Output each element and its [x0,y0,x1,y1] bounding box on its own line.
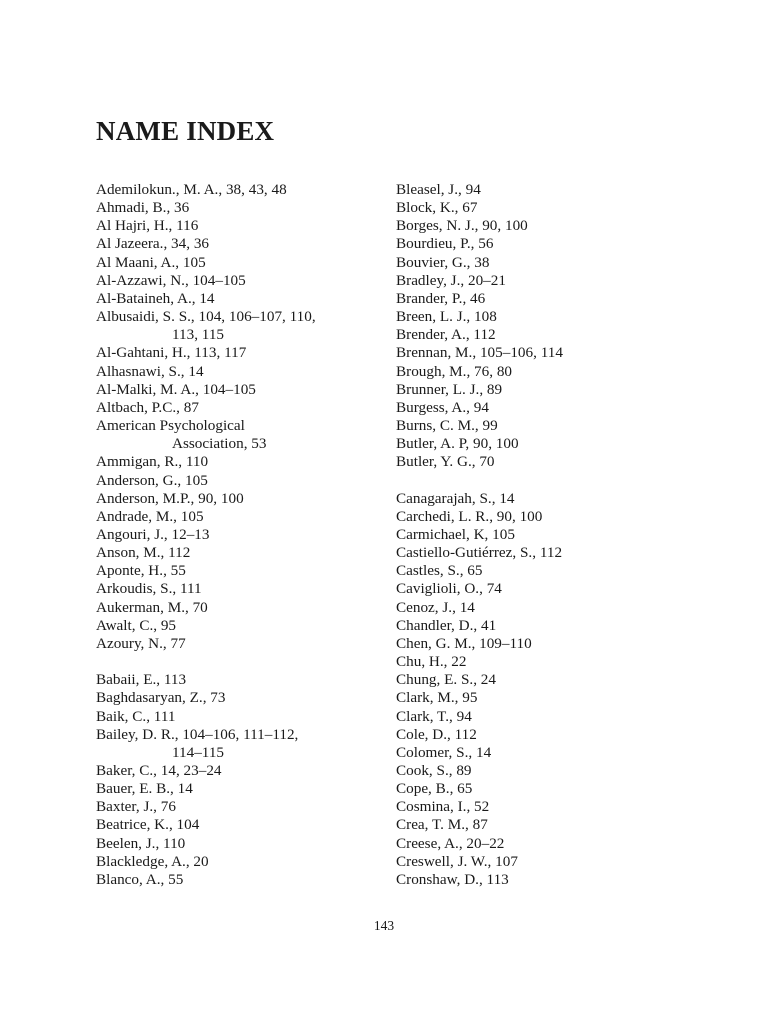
index-entry: Block, K., 67 [396,199,478,217]
index-entry: Al-Azzawi, N., 104–105 [96,271,246,289]
index-entry: Cook, S., 89 [396,761,472,779]
index-entry: Chung, E. S., 24 [396,671,496,689]
page-number: 143 [373,918,395,933]
index-entry: Anderson, M.P., 90, 100 [96,489,244,507]
index-entry: Beelen, J., 110 [96,834,186,852]
index-entry: Colomer, S., 14 [396,743,492,761]
index-entry: Castles, S., 65 [396,562,483,580]
index-entry: Al Hajri, H., 116 [96,217,199,235]
index-entry: Cope, B., 65 [396,780,473,798]
index-entry: Anderson, G., 105 [96,471,208,489]
index-entry: Borges, N. J., 90, 100 [396,217,528,235]
index-entry: Burns, C. M., 99 [396,417,498,435]
index-entry: Brough, M., 76, 80 [396,362,513,380]
index-entry: Brennan, M., 105–106, 114 [396,344,563,362]
index-entry: Al Jazeera., 34, 36 [96,235,210,253]
index-entry: Creese, A., 20–22 [396,834,505,852]
letter-group-gap [396,472,716,490]
index-entry: Babaii, E., 113 [96,671,187,689]
index-entry: Cronshaw, D., 113 [396,870,509,888]
index-entry: Brander, P., 46 [396,289,486,307]
index-entry: Al-Bataineh, A., 14 [96,289,215,307]
index-entry: Arkoudis, S., 111 [96,580,202,598]
index-entry: Creswell, J. W., 107 [396,852,518,870]
index-entry: Altbach, P.C., 87 [96,398,199,416]
index-entry: Cenoz, J., 14 [396,598,475,616]
index-entry: Baker, C., 14, 23–24 [96,761,222,779]
index-entry: Baxter, J., 76 [96,798,176,816]
index-entry: Carmichael, K, 105 [396,525,515,543]
index-entry: Azoury, N., 77 [96,634,186,652]
index-entry: Bouvier, G., 38 [396,253,490,271]
index-entry: Beatrice, K., 104 [96,816,200,834]
index-entry: Burgess, A., 94 [396,398,489,416]
index-entry: Chu, H., 22 [396,653,467,671]
index-entry: Cole, D., 112 [396,725,477,743]
index-entry: Clark, M., 95 [396,689,478,707]
index-entry: Butler, Y. G., 70 [396,453,495,471]
index-entry-continuation: Association, 53 [172,435,267,453]
index-entry: Anson, M., 112 [96,544,191,562]
index-entry: Brender, A., 112 [396,326,496,344]
index-entry: Blanco, A., 55 [96,870,184,888]
index-entry: Bradley, J., 20–21 [396,271,506,289]
index-entry: Al-Malki, M. A., 104–105 [96,380,256,398]
index-entry: Ademilokun., M. A., 38, 43, 48 [96,181,287,198]
index-entry: Awalt, C., 95 [96,616,177,634]
index-entry: Caviglioli, O., 74 [396,580,502,598]
index-entry: Chen, G. M., 109–110 [396,634,532,652]
index-entry: Angouri, J., 12–13 [96,525,210,543]
index-entry: Clark, T., 94 [396,707,472,725]
index-entry: Al-Gahtani, H., 113, 117 [96,344,247,362]
index-entry: Castiello-Gutiérrez, S., 112 [396,544,563,562]
index-entry: Baghdasaryan, Z., 73 [96,689,226,707]
index-entry: Carchedi, L. R., 90, 100 [396,507,543,525]
index-entry-continuation: 113, 115 [172,326,225,344]
index-entry: Aponte, H., 55 [96,562,186,580]
index-entry: Andrade, M., 105 [96,507,204,525]
index-entry: American Psychological [96,417,245,435]
index-entry: Butler, A. P, 90, 100 [396,435,519,453]
index-column-left [96,181,386,889]
page-title: NAME INDEX [96,116,275,146]
index-entry: Cosmina, I., 52 [396,798,490,816]
index-entry: Brunner, L. J., 89 [396,380,503,398]
index-entry-continuation: 114–115 [172,743,225,761]
index-entry: Bauer, E. B., 14 [96,780,193,798]
index-entry: Al Maani, A., 105 [96,253,206,271]
index-column-right [396,181,716,889]
index-entry: Alhasnawi, S., 14 [96,362,204,380]
index-entry: Bleasel, J., 94 [396,181,481,198]
index-entry: Chandler, D., 41 [396,616,497,634]
index-entry: Ammigan, R., 110 [96,453,209,471]
index-entry: Aukerman, M., 70 [96,598,208,616]
index-entry: Ahmadi, B., 36 [96,199,190,217]
index-entry: Canagarajah, S., 14 [396,489,515,507]
index-entry: Bailey, D. R., 104–106, 111–112, [96,725,299,743]
index-entry: Albusaidi, S. S., 104, 106–107, 110, [96,308,316,326]
letter-group-gap [96,653,386,671]
index-entry: Baik, C., 111 [96,707,176,725]
index-entry: Crea, T. M., 87 [396,816,488,834]
index-entry: Breen, L. J., 108 [396,308,497,326]
index-entry: Blackledge, A., 20 [96,852,209,870]
index-entry: Bourdieu, P., 56 [396,235,494,253]
